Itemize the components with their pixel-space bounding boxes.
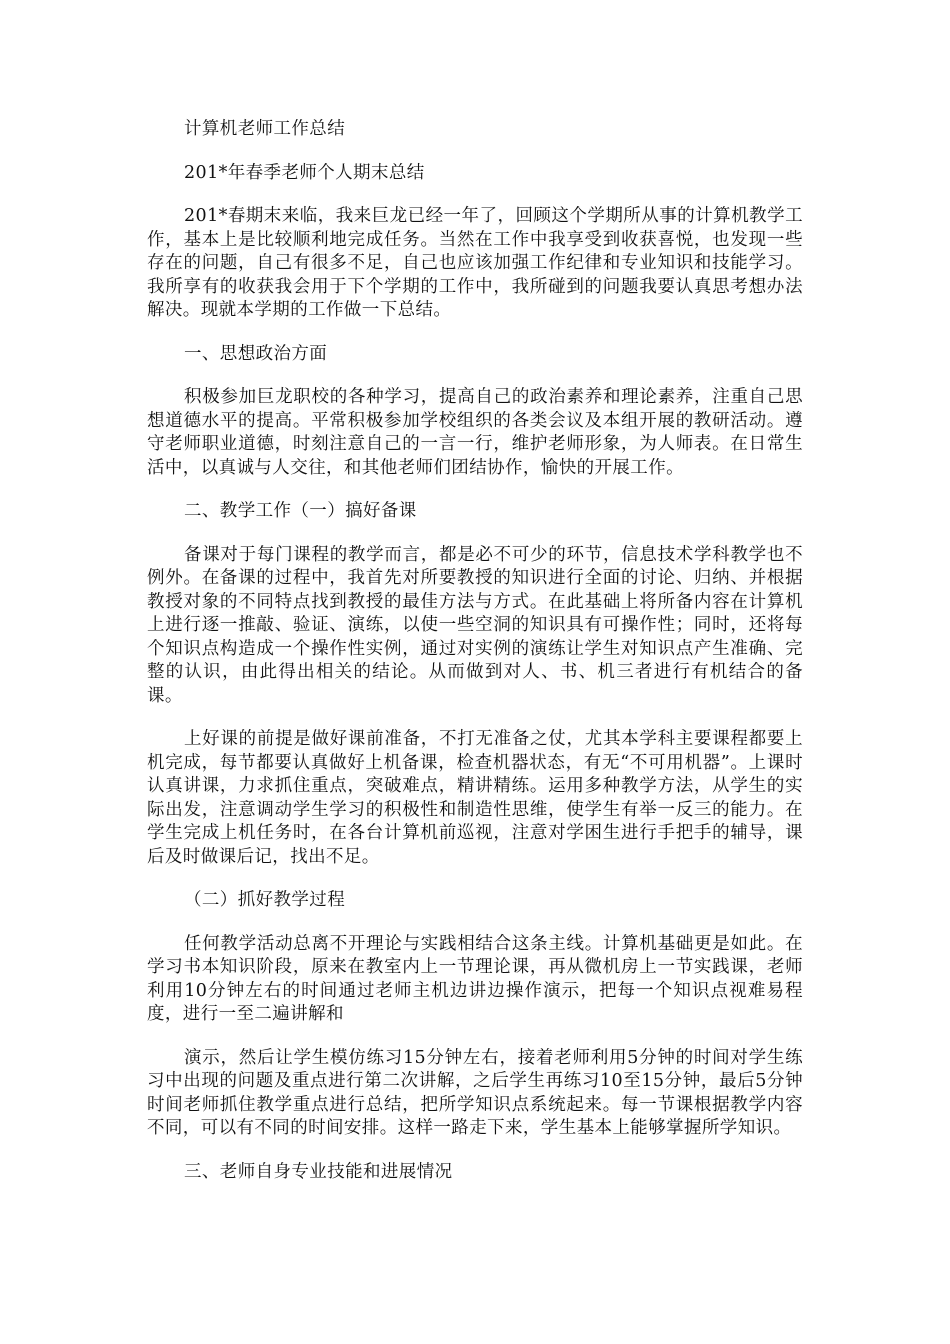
document-page [147, 118, 803, 1204]
section-1-heading: 一、思想政治方面 [184, 343, 328, 364]
section-2-subheading: （二）抓好教学过程 [184, 890, 346, 910]
intro-paragraph: 201*春期末来临，我来巨龙已经一年了，回顾这个学期所从事的计算机教学工作，基本上是比较顺利地完成任务。当然在工作中我享受到收获喜悦，也发现一些存在的问题，自己有很多不足，自己也应该加强工作纪律和专业知识和技能学习。我所享有的收获我会用于下个学期的工作中，我所碰到的问题我要认真思考想办法解决。现就本学期的工作做一下总结。 [147, 206, 803, 320]
section-3-heading: 三、老师自身专业技能和进展情况 [184, 1161, 453, 1182]
document-title: 计算机老师工作总结 [184, 119, 346, 139]
document-subtitle: 201*年春季老师个人期末总结 [184, 162, 425, 183]
section-2-paragraph-1: 备课对于每门课程的教学而言，都是必不可少的环节，信息技术学科教学也不例外。在备课的过程中，我首先对所要教授的知识进行全面的讨论、归纳、并根据教授对象的不同特点找到教授的最佳方法与方式。在此基础上将所备内容在计算机上进行逐一推敲、验证、演练，以使一些空洞的知识具有可操作性；同时，还将每个知识点构造成一个操作性实例，通过对实例的演练让学生对知识点产生准确、完整的认识，由此得出相关的结论。从而做到对人、书、机三者进行有机结合的备课。 [147, 544, 803, 706]
section-2-heading: 二、教学工作（一）搞好备课 [184, 501, 417, 521]
section-1-paragraph: 积极参加巨龙职校的各种学习，提高自己的政治素养和理论素养，注重自己思想道德水平的提高。平常积极参加学校组织的各类会议及本组开展的教研活动。遵守老师职业道德，时刻注意自己的一言一行，维护老师形象，为人师表。在日常生活中，以真诚与人交往，和其他老师们团结协作，愉快的开展工作。 [147, 387, 803, 478]
section-2-paragraph-2: 上好课的前提是做好课前准备，不打无准备之仗，尤其本学科主要课程都要上机完成，每节都要认真做好上机备课，检查机器状态，有无“不可用机器”。上课时认真讲课，力求抓住重点，突破难点，精讲精练。运用多种教学方法，从学生的实际出发，注意调动学生学习的积极性和制造性思维，使学生有举一反三的能力。在学生完成上机任务时，在各台计算机前巡视，注意对学困生进行手把手的辅导，课后及时做课后记，找出不足。 [147, 729, 803, 867]
section-2-paragraph-4: 演示，然后让学生模仿练习15分钟左右，接着老师利用5分钟的时间对学生练习中出现的问题及重点进行第二次讲解，之后学生再练习10至15分钟，最后5分钟时间老师抓住教学重点进行总结，把所学知识点系统起来。每一节课根据教学内容不同，可以有不同的时间安排。这样一路走下来，学生基本上能够掌握所学知识。 [147, 1047, 803, 1138]
section-2-paragraph-3: 任何教学活动总离不开理论与实践相结合这条主线。计算机基础更是如此。在学习书本知识阶段，原来在教室内上一节理论课，再从微机房上一节实践课，老师利用10分钟左右的时间通过老师主机边讲边操作演示，把每一个知识点视难易程度，进行一至二遍讲解和 [147, 933, 803, 1024]
